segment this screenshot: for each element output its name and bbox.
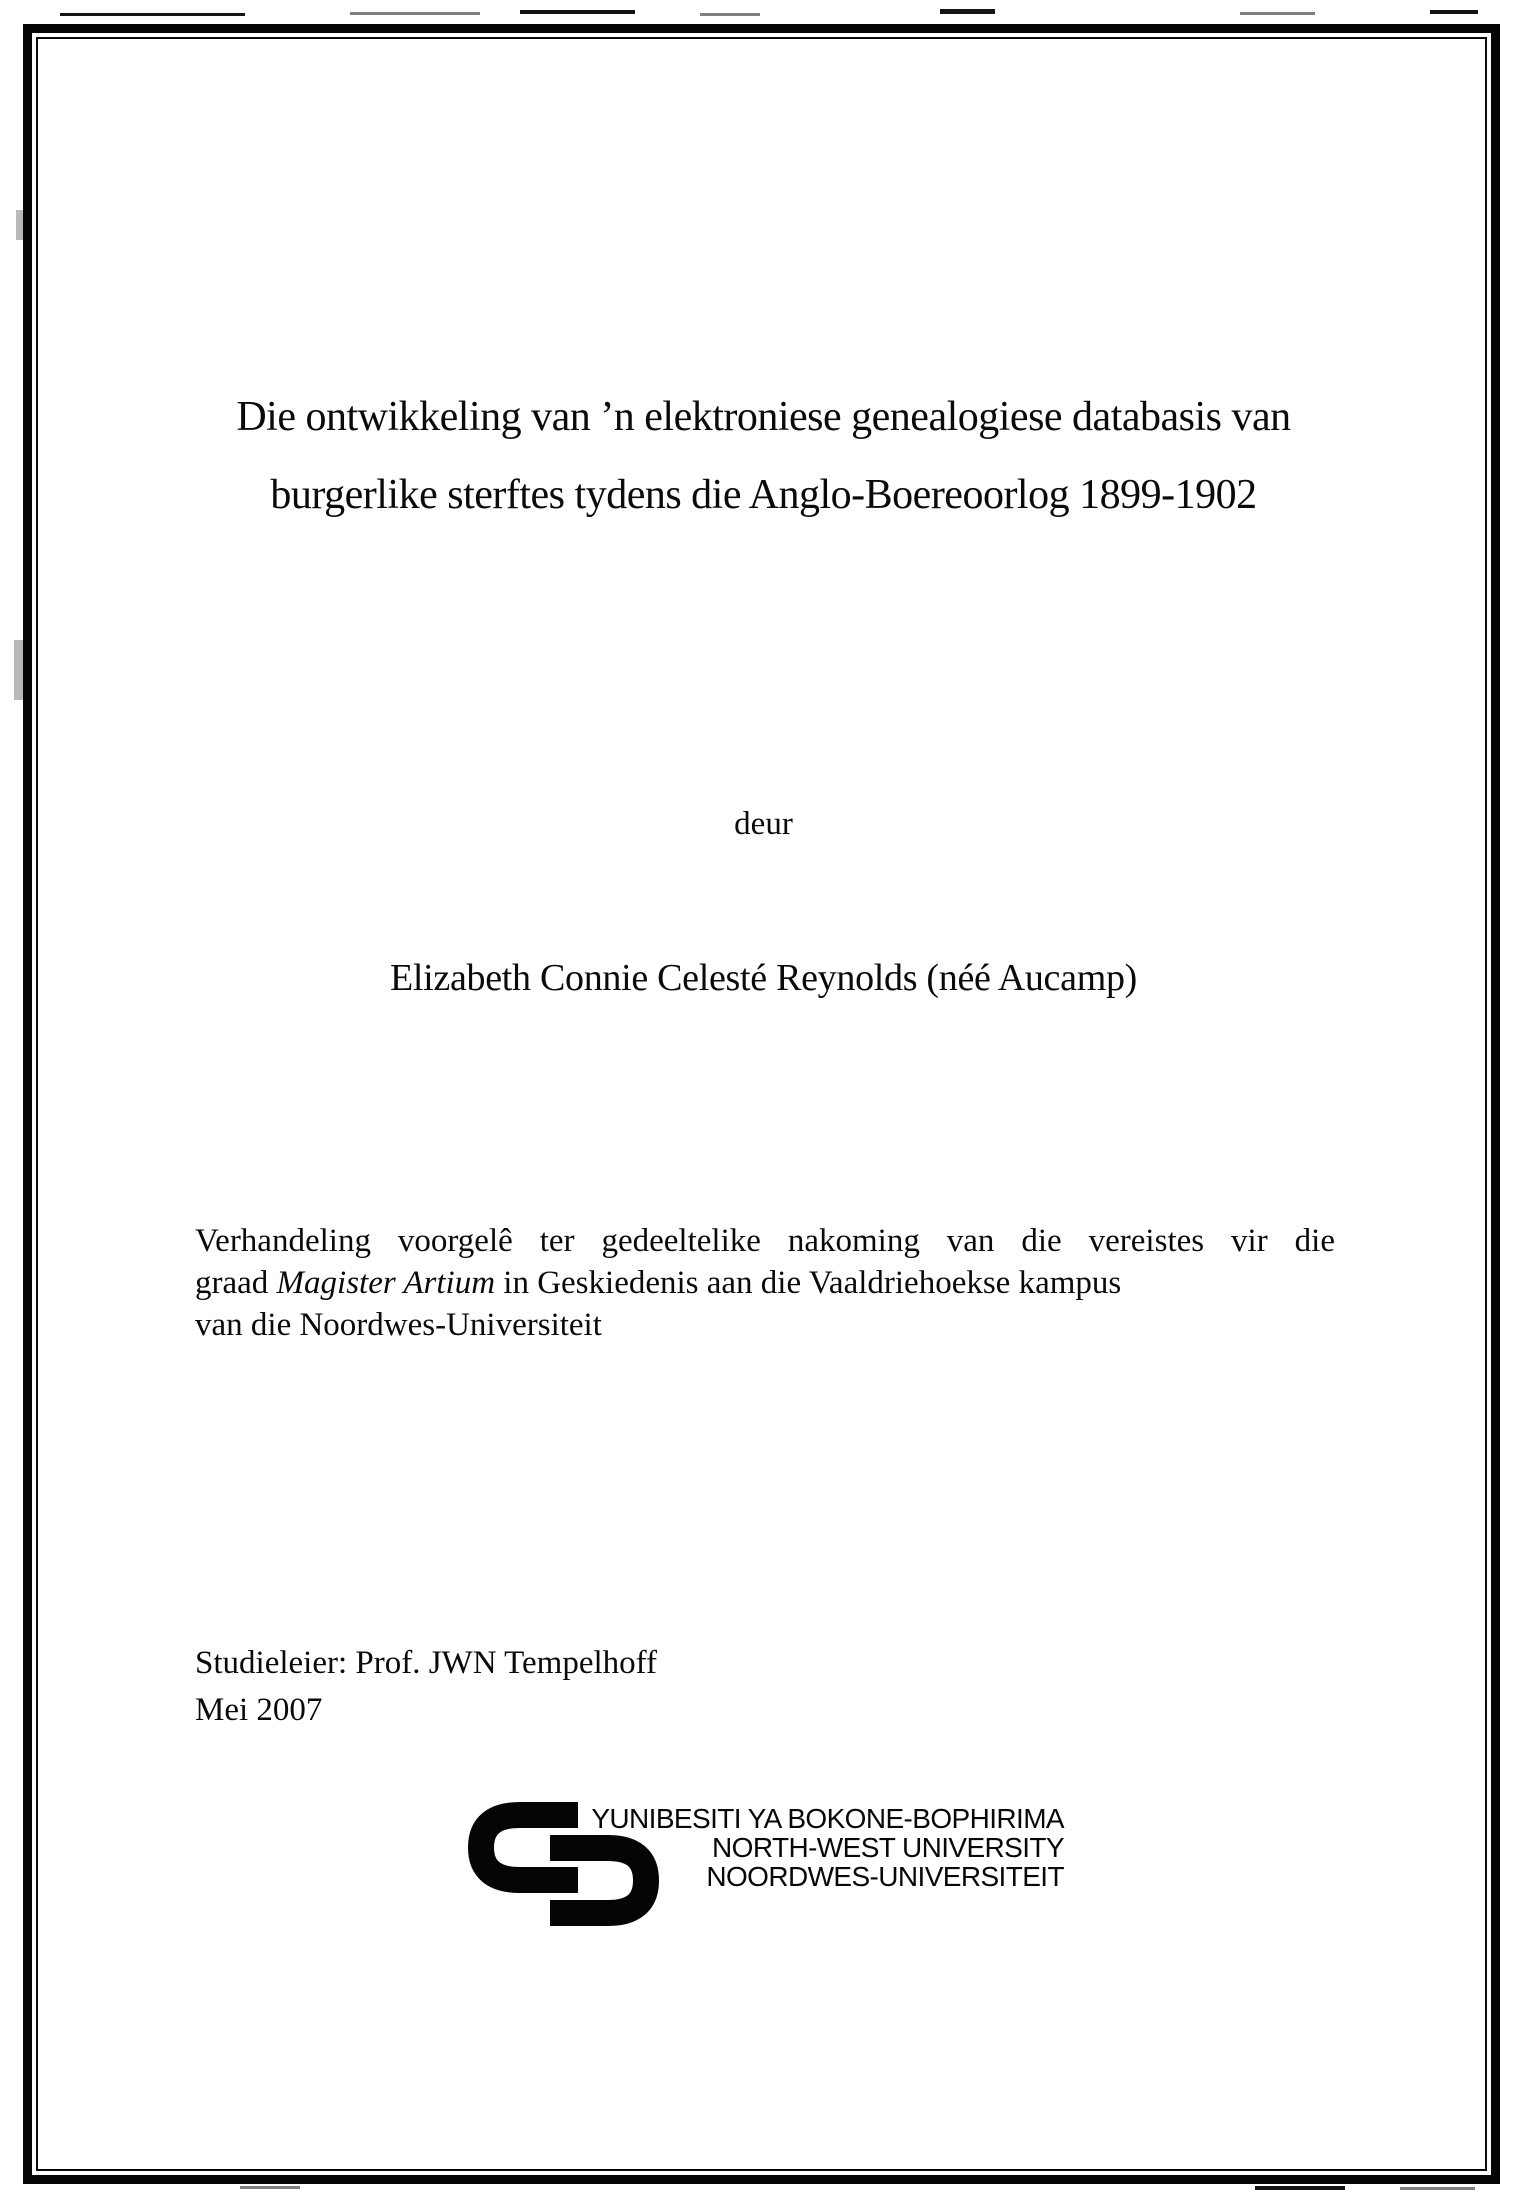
scan-artifact (1255, 2186, 1345, 2190)
scan-artifact (1430, 10, 1478, 14)
byline-deur: deur (734, 806, 793, 842)
nwu-logo (458, 1796, 1078, 1941)
degree-statement-line3: van die Noordwes-Universiteit (195, 1307, 602, 1343)
supervisor-line: Studieleier: Prof. JWN Tempelhoff (195, 1645, 658, 1681)
scan-artifact (1240, 12, 1315, 15)
degree-statement-line1: Verhandeling voorgelê ter gedeeltelike nakoming van die vereistes vir die (195, 1223, 1335, 1259)
scan-artifact (1400, 2187, 1475, 2190)
thesis-title-line1: Die ontwikkeling van ’n elektroniese genealogiese databasis van (236, 394, 1291, 440)
degree-statement (195, 1220, 1335, 1346)
degree-name: Magister Artium (276, 1265, 496, 1301)
scan-artifact (700, 13, 760, 16)
logo-line-english: NORTH-WEST UNIVERSITY (712, 1832, 1064, 1863)
degree-statement-line2-prefix: graad (195, 1265, 269, 1301)
scan-artifact (60, 13, 245, 16)
scan-artifact (940, 9, 995, 14)
thesis-title (110, 378, 1417, 534)
supervisor-block (195, 1640, 657, 1734)
scan-artifact (16, 210, 23, 240)
nwu-wordmark (586, 1804, 1064, 1891)
scan-artifact (240, 2186, 300, 2189)
logo-line-setswana: YUNIBESITI YA BOKONE-BOPHIRIMA (591, 1803, 1064, 1834)
scan-artifact (350, 12, 480, 15)
scan-artifact (14, 640, 23, 700)
logo-line-afrikaans: NOORDWES-UNIVERSITEIT (706, 1861, 1064, 1892)
scan-artifact (520, 10, 635, 14)
degree-statement-line2 (195, 1262, 1335, 1304)
thesis-title-line2: burgerlike sterftes tydens die Anglo-Boereoorlog 1899-1902 (270, 472, 1257, 518)
author-name: Elizabeth Connie Celesté Reynolds (néé Aucamp) (389, 957, 1138, 999)
degree-statement-line2-suffix: in Geskiedenis aan die Vaaldriehoekse kampus (503, 1265, 1122, 1301)
date-line: Mei 2007 (195, 1692, 323, 1728)
